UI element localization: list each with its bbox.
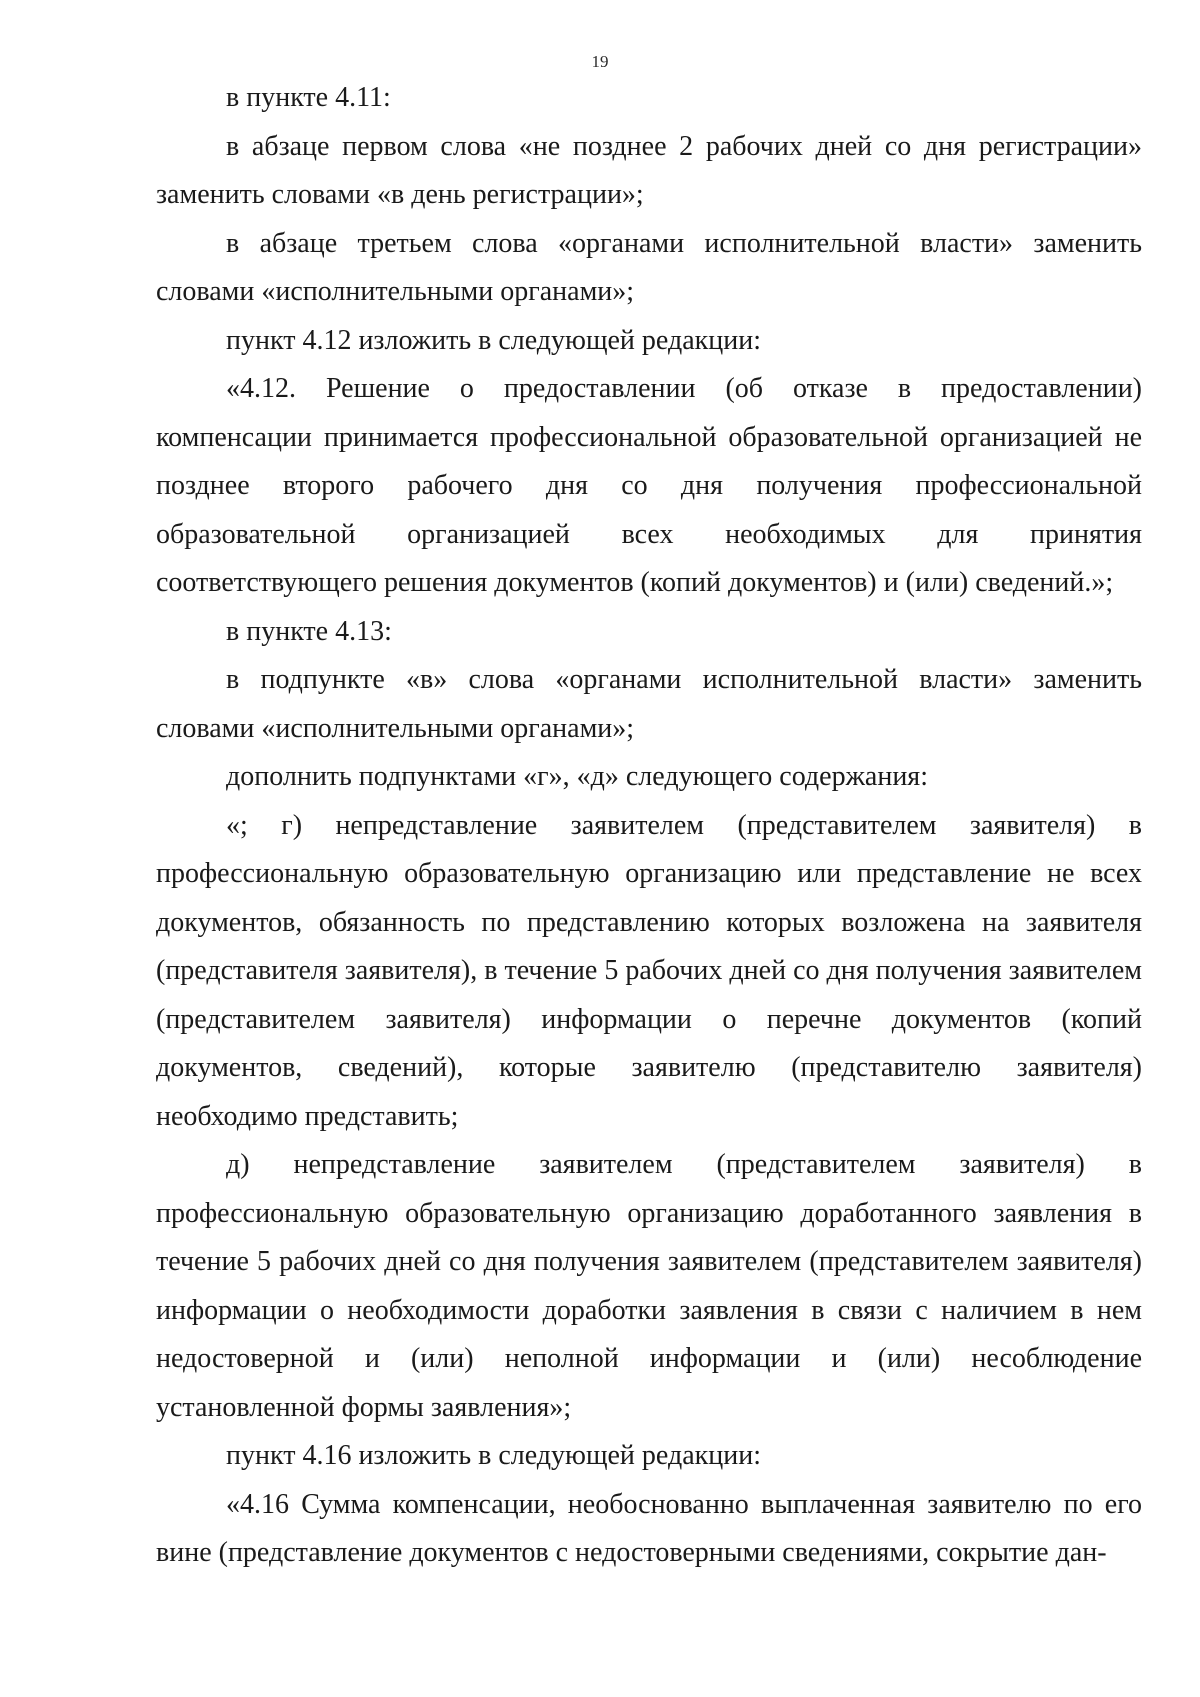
paragraph: «4.16 Сумма компенсации, необоснованно выплаченная заявителю по его вине (представление документов с недостоверными сведениями, сокрытие дан- [156, 1488, 1142, 1568]
paragraph: «; г) непредставление заявителем (представителем заявителя) в профессиональную образовательную организацию или представление не всех документов, обязанность по представлению которых возложена на заявителя (представителя заявителя), в течение 5 рабочих дней со дня получения заявителем (представителем заявителя) информации о перечне документов (копий документов, сведений), которые заявителю (представителю заявителя) необходимо представить; [156, 809, 1142, 1132]
paragraph: в абзаце третьем слова «органами исполнительной власти» заменить словами «исполнительными органами»; [156, 227, 1142, 307]
paragraph: в пункте 4.11: [226, 82, 391, 113]
paragraph: «4.12. Решение о предоставлении (об отказе в предоставлении) компенсации принимается профессиональной образовательной организацией не позднее второго рабочего дня со дня получения профессиональной образовательной организацией всех необходимых для принятия соответствующего решения документов (копий документов) и (или) сведений.»; [156, 373, 1142, 598]
paragraph: в абзаце первом слова «не позднее 2 рабочих дней со дня регистрации» заменить словами «в день регистрации»; [156, 130, 1142, 210]
paragraph: д) непредставление заявителем (представителем заявителя) в профессиональную образовательную организацию доработанного заявления в течение 5 рабочих дней со дня получения заявителем (представителем заявителя) информации о необходимости доработки заявления в связи с наличием в нем недостоверной и (или) неполной информации и (или) несоблюдение установленной формы заявления»; [156, 1149, 1142, 1423]
paragraph: пункт 4.12 изложить в следующей редакции: [226, 324, 761, 356]
document-body [156, 74, 1142, 1578]
paragraph: в пункте 4.13: [226, 615, 392, 647]
paragraph: дополнить подпунктами «г», «д» следующего содержания: [226, 761, 928, 792]
paragraph: пункт 4.16 изложить в следующей редакции: [226, 1440, 761, 1471]
paragraph: в подпункте «в» слова «органами исполнительной власти» заменить словами «исполнительными органами»; [156, 664, 1142, 744]
page-number: 19 [591, 52, 609, 71]
